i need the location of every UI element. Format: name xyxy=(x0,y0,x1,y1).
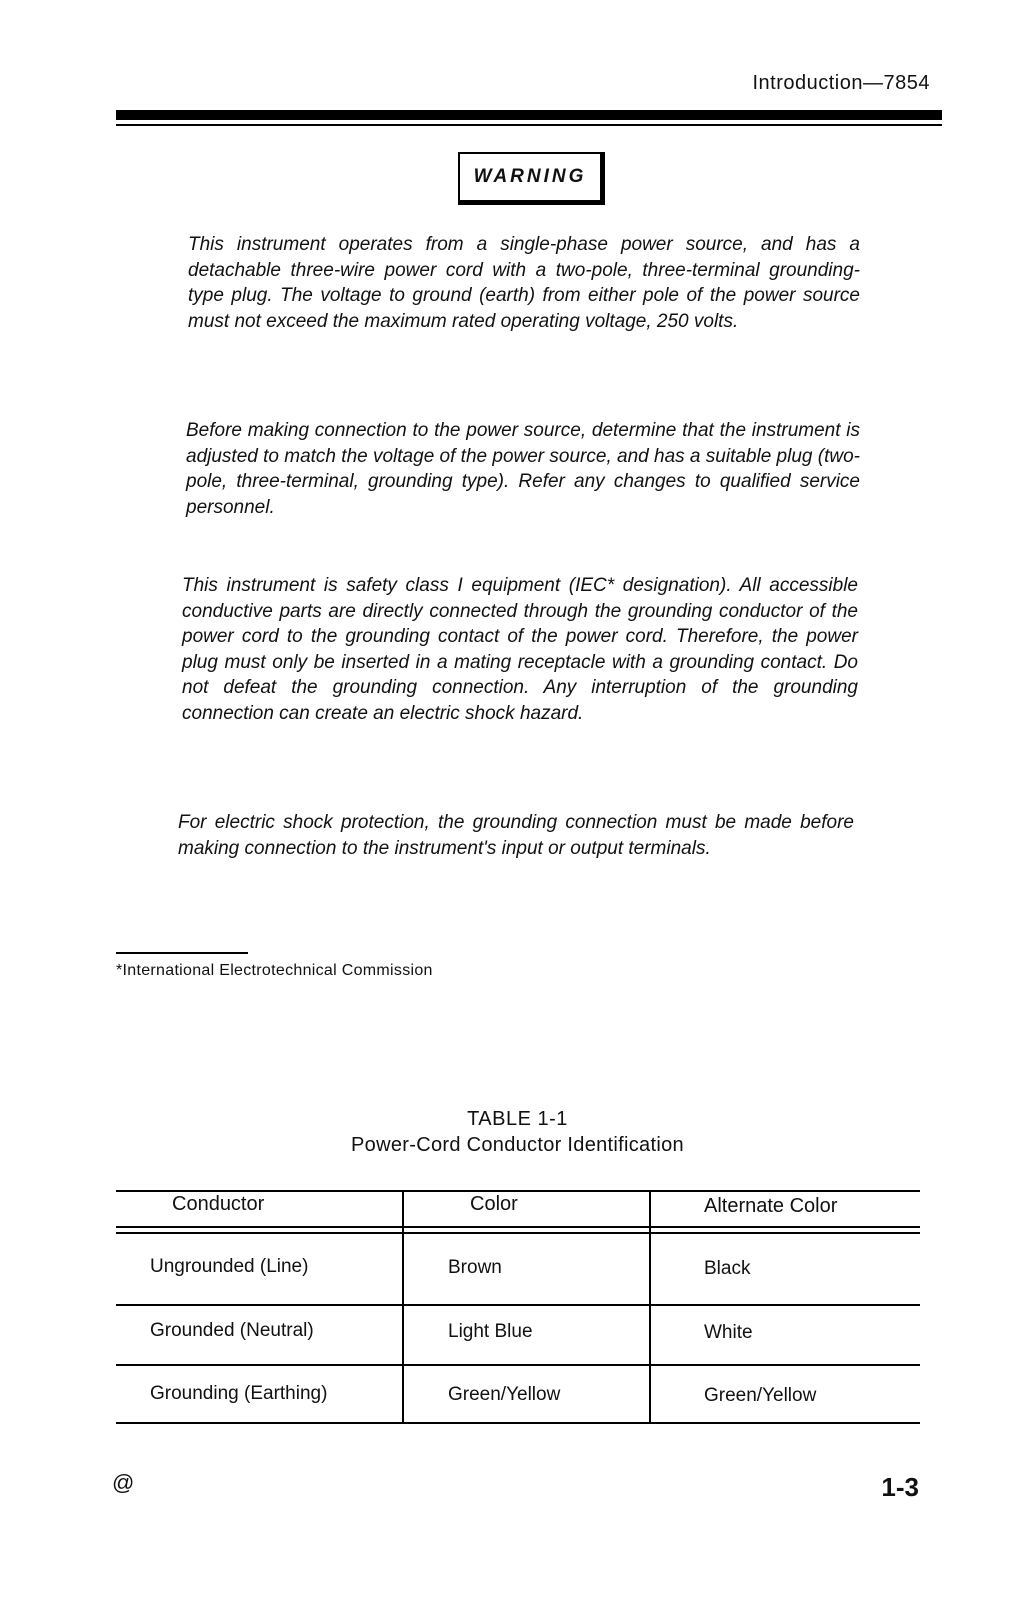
table-header-rule-2 xyxy=(116,1232,920,1234)
table-column-divider-2 xyxy=(649,1190,651,1424)
page-number: 1-3 xyxy=(881,1472,919,1502)
footnote: *International Electrotechnical Commission xyxy=(116,962,433,979)
table-cell-row2-alternate: White xyxy=(704,1322,753,1343)
table-header-alternate-color: Alternate Color xyxy=(704,1195,838,1217)
table-header-conductor: Conductor xyxy=(172,1193,265,1215)
table-row-rule-1 xyxy=(116,1304,920,1306)
table-cell-row1-color: Brown xyxy=(448,1257,502,1278)
table-row-rule-2 xyxy=(116,1364,920,1366)
table-caption: Power-Cord Conductor Identification xyxy=(351,1134,684,1156)
table-cell-row1-conductor: Ungrounded (Line) xyxy=(150,1256,309,1277)
footnote-rule xyxy=(116,952,248,954)
table-header-rule-1 xyxy=(116,1226,920,1228)
table-cell-row3-conductor: Grounding (Earthing) xyxy=(150,1383,328,1404)
warning-paragraph-1: This instrument operates from a single-phase power source, and has a detachable three-wire power cord with a two-pole, three-terminal grounding-type plug. The voltage to ground (earth) from either pole of the power source must not exceed the maximum rated operating voltage, 250 volts. xyxy=(188,234,860,332)
warning-label-box xyxy=(458,152,605,205)
table-cell-row3-color: Green/Yellow xyxy=(448,1384,561,1405)
copyright-symbol: @ xyxy=(112,1470,135,1495)
conductor-table xyxy=(116,1190,920,1424)
table-bottom-rule xyxy=(116,1422,920,1424)
warning-paragraph-3: This instrument is safety class I equipment (IEC* designation). All accessible conductive parts are directly connected through the grounding conductor of the power cord to the grounding contact of the power cord. Therefore, the power plug must only be inserted in a mating receptacle with a grounding contact. Do not defeat the grounding connection. Any interruption of the grounding connection can create an electric shock hazard. xyxy=(182,575,858,724)
header-rule-thin xyxy=(116,124,942,126)
table-header-color: Color xyxy=(470,1193,518,1215)
table-column-divider-1 xyxy=(402,1190,404,1424)
table-cell-row2-conductor: Grounded (Neutral) xyxy=(150,1320,314,1341)
warning-paragraph-2: Before making connection to the power source, determine that the instrument is adjusted to match the voltage of the power source, and has a suitable plug (two-pole, three-terminal, grounding type). Refer any changes to qualified service personnel. xyxy=(186,420,860,518)
table-cell-row1-alternate: Black xyxy=(704,1258,751,1279)
table-number: TABLE 1-1 xyxy=(467,1108,568,1130)
table-cell-row3-alternate: Green/Yellow xyxy=(704,1385,817,1406)
warning-paragraph-4: For electric shock protection, the grounding connection must be made before making connection to the instrument's input or output terminals. xyxy=(178,812,854,859)
warning-label: WARNING xyxy=(473,166,587,187)
page-header-title: Introduction—7854 xyxy=(752,72,930,94)
table-top-rule xyxy=(116,1190,920,1192)
header-rule-thick xyxy=(116,110,942,120)
table-cell-row2-color: Light Blue xyxy=(448,1321,533,1342)
